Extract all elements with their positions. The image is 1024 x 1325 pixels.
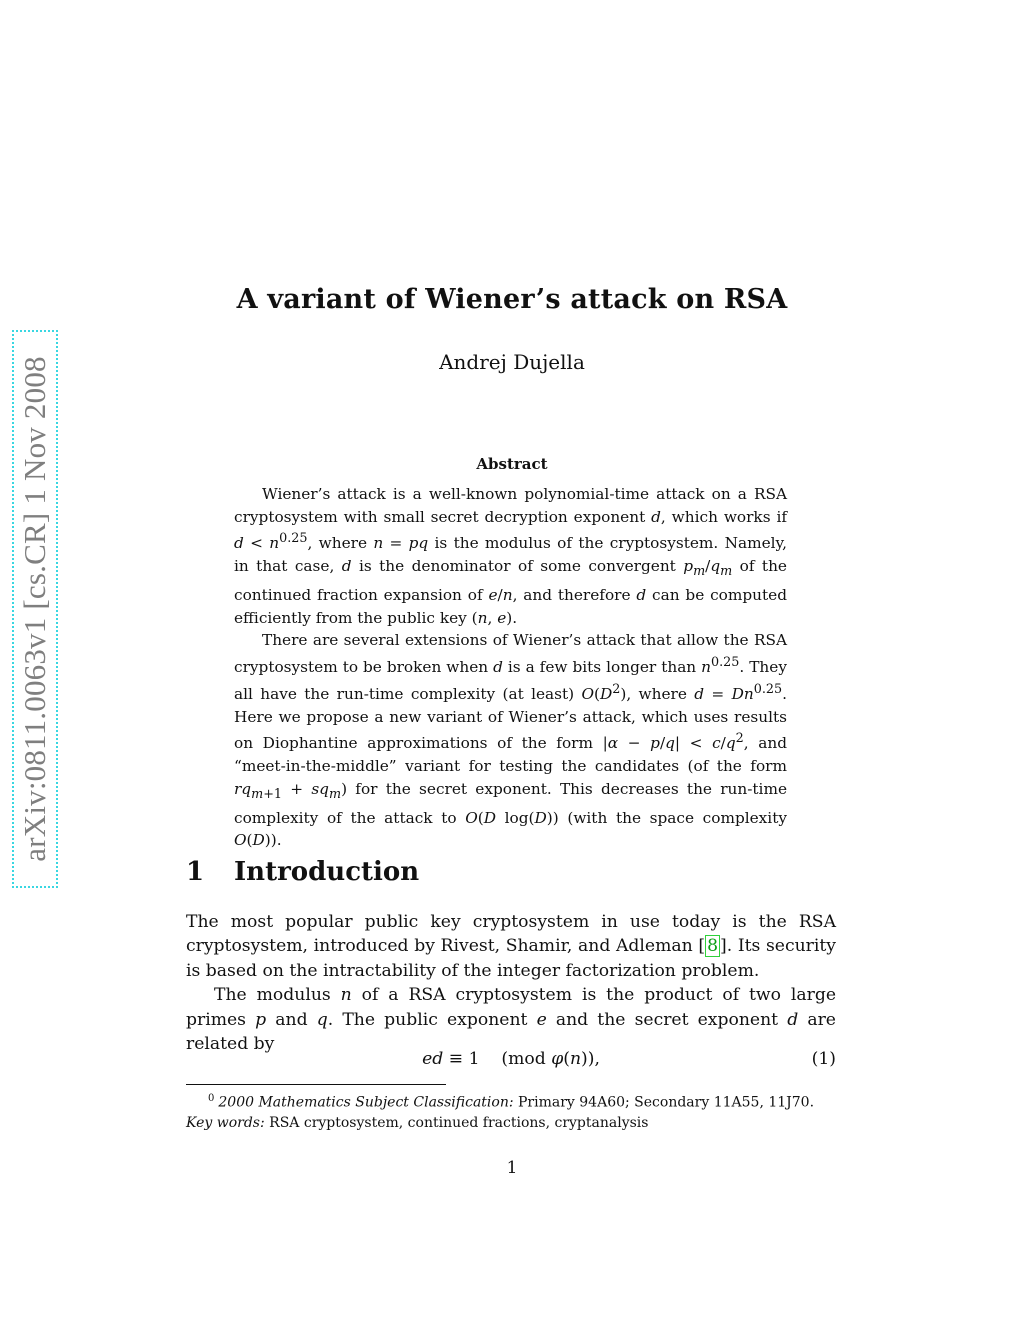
abstract-body <box>234 483 787 852</box>
abstract-paragraph-2: There are several extensions of Wiener’s attack that allow the RSA cryptosystem to be broken when d is a few bits longer than $n^{0.25}$. They all have the run-time complexity (at least) $O(D^2)$, where $d = Dn^{0.25}$. Here we propose a new variant of Wiener’s attack, which uses results on Diophantine approximations of the form $|\alpha - p/q| < c/q^2$, and “meet-in-the-middle” variant for testing the candidates (of the form $rq_{m+1} + sq_m$) for the secret exponent. This decreases the run-time complexity of the attack to O(D log(D)) (with the space complexity O(D)). <box>234 631 788 850</box>
footnote-marker: 0 <box>208 1093 215 1104</box>
section-title: Introduction <box>234 857 420 887</box>
equation-1 <box>186 1049 836 1069</box>
introduction-paragraph-1: The most popular public key cryptosystem in use today is the RSA cryptosystem, introduced by Rivest, Shamir, and Adleman [ 8 ]. Its security is based on the intractability of the integer factorization problem. <box>186 912 836 981</box>
footnote-keywords-label: Key words: <box>186 1114 265 1131</box>
equation-number: (1) <box>811 1049 836 1069</box>
equation-body: ed ≡ 1 (mod φ(n)), <box>422 1049 600 1069</box>
footnote-keywords <box>186 1113 846 1133</box>
abstract-heading: Abstract <box>476 455 548 473</box>
paper-author: Andrej Dujella <box>439 350 585 374</box>
arxiv-identifier-text: arXiv:0811.0063v1 [cs.CR] 1 Nov 2008 <box>17 356 52 862</box>
paper-title: A variant of Wiener’s attack on RSA <box>236 284 788 315</box>
arxiv-identifier-stamp[interactable] <box>12 330 58 888</box>
footnote-msc-value: Primary 94A60; Secondary 11A55, 11J70. <box>518 1094 815 1111</box>
footnote-rule <box>186 1084 446 1085</box>
abstract-paragraph-1: Wiener’s attack is a well-known polynomial-time attack on a RSA cryptosystem with small secret decryption exponent d, which works if $d < n^{0.25}$, where n = pq is the modulus of the cryptosystem. Namely, in that case, d is the denominator of some convergent $p_m/q_m$ of the continued fraction expansion of e/n, and therefore d can be computed efficiently from the public key (n, e). <box>234 485 788 627</box>
section-number: 1 <box>186 857 205 887</box>
footnote-keywords-value: RSA cryptosystem, continued fractions, cryptanalysis <box>269 1114 649 1131</box>
section-heading-introduction <box>186 857 419 887</box>
footnotes <box>186 1089 846 1133</box>
footnote-msc-label: 2000 Mathematics Subject Classification: <box>218 1094 514 1111</box>
introduction-body <box>186 910 836 1056</box>
introduction-paragraph-2: The modulus n of a RSA cryptosystem is the product of two large primes p and q. The public exponent e and the secret exponent d are related by <box>186 985 836 1055</box>
page-number: 1 <box>506 1158 518 1178</box>
footnote-msc <box>186 1089 846 1113</box>
citation-link[interactable]: 8 <box>707 936 718 957</box>
